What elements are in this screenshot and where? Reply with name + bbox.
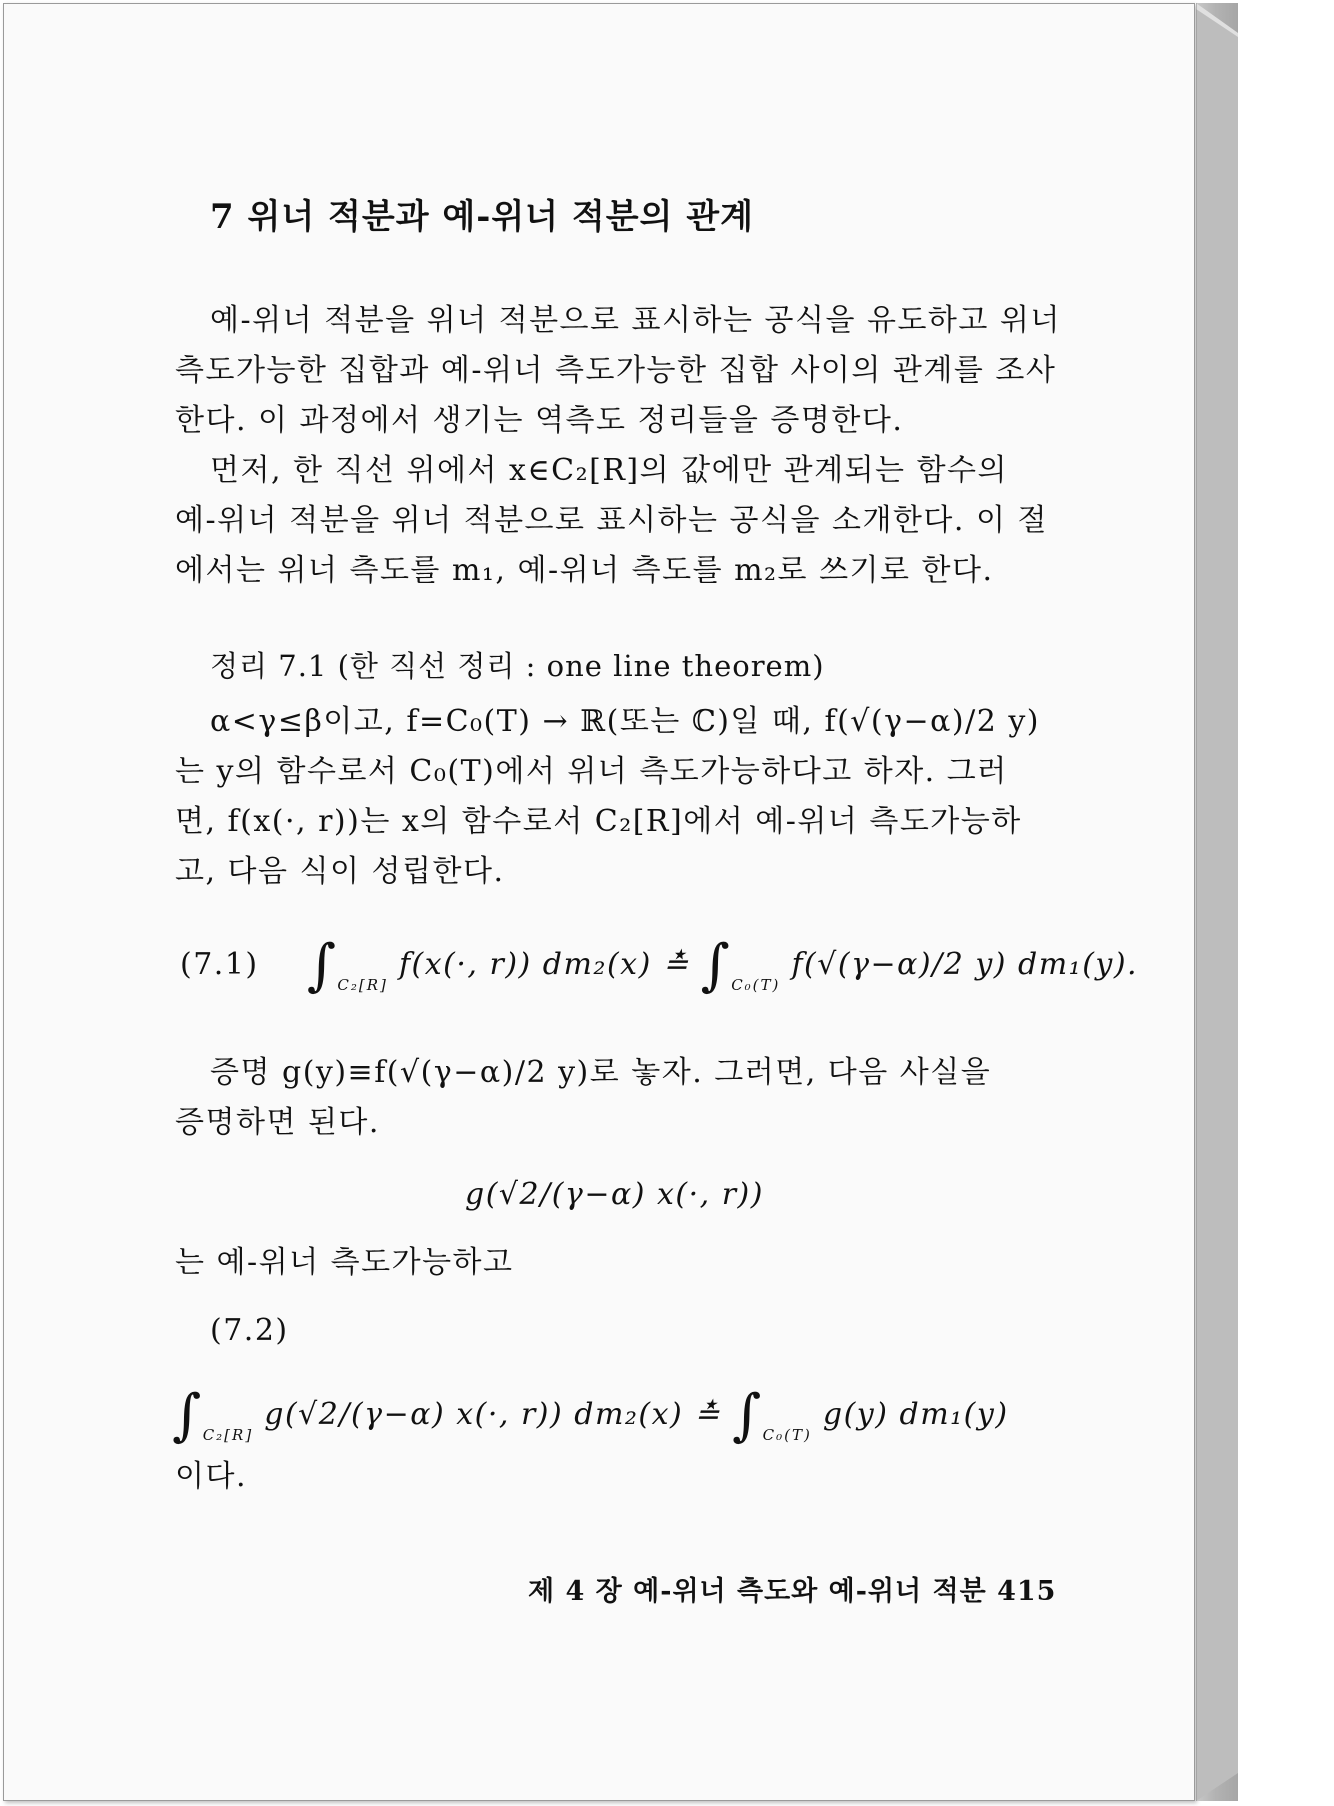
intro-line-3: 한다. 이 과정에서 생기는 역측도 정리들을 증명한다. xyxy=(175,403,904,438)
equation-7-2 xyxy=(172,1378,1009,1448)
integral-sign: ∫ xyxy=(731,1383,763,1448)
page-edge-shading xyxy=(1196,3,1238,1801)
section-heading: 7 위너 적분과 예-위너 적분의 관계 xyxy=(210,197,754,237)
integral-domain: C₀(T) xyxy=(731,976,781,994)
equation-number: (7.1) xyxy=(180,947,259,982)
equation-right: g(y) dm₁(y) xyxy=(822,1397,1009,1432)
closing-text: 이다. xyxy=(175,1459,247,1494)
equation-middle: g(√2/(γ−α) x(·, r)) dm₂(x) ≛ xyxy=(264,1397,732,1432)
intro-line-2: 측도가능한 집합과 예-위너 측도가능한 집합 사이의 관계를 조사 xyxy=(175,353,1057,388)
theorem-line-2: 는 y의 함수로서 C₀(T)에서 위너 측도가능하다고 하자. 그러 xyxy=(175,754,1008,789)
proof-line-1: 증명 g(y)≡f(√(γ−α)/2 y)로 놓자. 그러면, 다음 사실을 xyxy=(210,1055,992,1090)
theorem-line-1: α<γ≤β이고, f=C₀(T) → ℝ(또는 ℂ)일 때, f(√(γ−α)/2 y) xyxy=(210,704,1041,739)
book-page xyxy=(3,3,1195,1801)
integral-domain: C₂[R] xyxy=(202,1426,254,1444)
intro-line-6: 에서는 위너 측도를 m₁, 예-위너 측도를 m₂로 쓰기로 한다. xyxy=(175,553,994,588)
proof-line-3: 는 예-위너 측도가능하고 xyxy=(175,1245,514,1280)
theorem-line-3: 면, f(x(·, r))는 x의 함수로서 C₂[R]에서 예-위너 측도가능하 xyxy=(175,804,1022,839)
equation-middle: f(x(·, r)) dm₂(x) ≛ xyxy=(398,947,701,982)
equation-right: f(√(γ−α)/2 y) dm₁(y). xyxy=(791,947,1139,982)
integral-domain: C₀(T) xyxy=(762,1426,812,1444)
page-footer: 제 4 장 예-위너 측도와 예-위너 적분 415 xyxy=(528,1576,1057,1607)
integral-domain: C₂[R] xyxy=(337,976,388,994)
equation-7-2-number: (7.2) xyxy=(210,1313,289,1348)
integral-sign: ∫ xyxy=(306,933,338,998)
intro-line-5: 예-위너 적분을 위너 적분으로 표시하는 공식을 소개한다. 이 절 xyxy=(175,503,1048,538)
intro-line-1: 예-위너 적분을 위너 적분으로 표시하는 공식을 유도하고 위너 xyxy=(210,303,1061,338)
intro-line-4: 먼저, 한 직선 위에서 x∈C₂[R]의 값에만 관계되는 함수의 xyxy=(210,453,1009,488)
theorem-label: 정리 7.1 (한 직선 정리 : one line theorem) xyxy=(210,649,825,683)
proof-display-formula: g(√2/(γ−α) x(·, r)) xyxy=(465,1177,764,1212)
integral-sign: ∫ xyxy=(700,933,732,998)
equation-7-1 xyxy=(180,928,1139,998)
integral-sign: ∫ xyxy=(172,1383,203,1448)
proof-line-2: 증명하면 된다. xyxy=(175,1105,380,1140)
theorem-line-4: 고, 다음 식이 성립한다. xyxy=(175,854,505,889)
